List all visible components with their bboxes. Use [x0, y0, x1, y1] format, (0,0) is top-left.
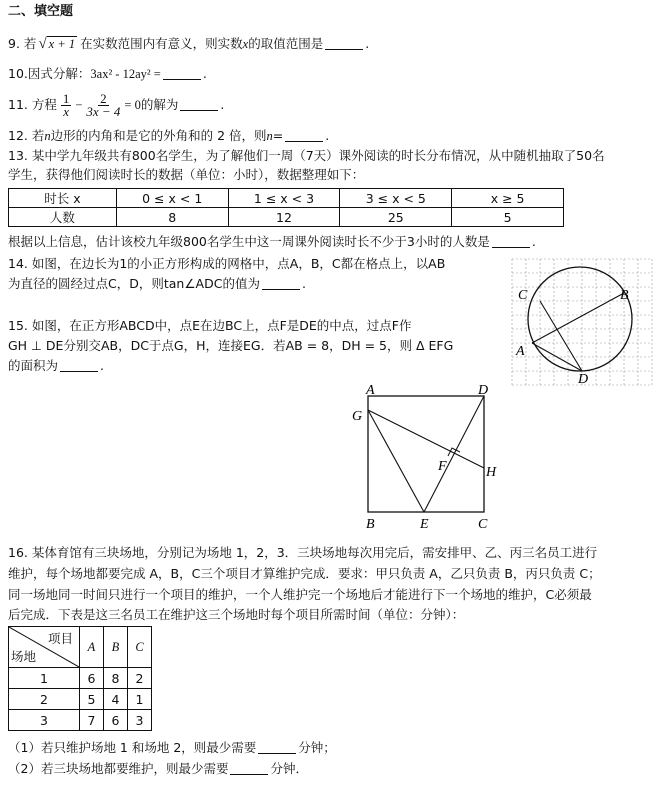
q9-end: .	[365, 36, 370, 51]
q16-sub2-pre: （2）若三块场地都要维护，则最少需要	[8, 761, 229, 776]
table-cell: 人数	[9, 208, 117, 227]
q16-line3: 同一场地同一时间只进行一个项目的维护，一个人维护完一个场地后才能进行下一个场地的维护，C必须最	[8, 587, 592, 602]
q13-after-text: 根据以上信息，估计该校九年级800名学生中这一周课外阅读时长不少于3小时的人数是	[8, 234, 490, 249]
q14-line2-text: 为直径的圆经过点C，D，则tan∠ADC的值为	[8, 276, 260, 291]
table-col-header: B	[104, 627, 128, 668]
table-cell: 1	[128, 689, 152, 710]
table-cell: 1 ≤ x < 3	[228, 189, 340, 208]
segment-ge	[368, 410, 424, 512]
segment-cd	[540, 301, 582, 371]
fraction-1: $\frac{1}{x}$	[62, 91, 70, 119]
q14-line2	[8, 276, 306, 292]
table-cell: 时长 x	[9, 189, 117, 208]
corner-bottom-label: 场地	[11, 649, 37, 664]
label-e: E	[420, 517, 429, 532]
table-cell: 2	[9, 689, 80, 710]
q9-number: 9.	[8, 36, 20, 51]
circle	[528, 267, 632, 371]
q14-end: .	[301, 276, 306, 291]
q13-answer-blank[interactable]	[492, 235, 530, 248]
label-f: F	[438, 459, 447, 474]
table-cell: 8	[116, 208, 228, 227]
table-cell: 4	[104, 689, 128, 710]
q14-grid-figure	[510, 255, 655, 388]
fraction-2: $\frac{2}{3x - 4}$	[86, 91, 121, 119]
table-cell: 1	[9, 668, 80, 689]
question-9	[8, 36, 369, 52]
table-cell: 12	[228, 208, 340, 227]
q9-pre: 若	[23, 36, 37, 51]
label-g: G	[352, 409, 363, 424]
q16-sub2	[8, 761, 308, 777]
table-row	[9, 689, 152, 710]
question-10	[8, 66, 207, 82]
q16-line2: 维护，每个场地都要完成 A，B，C三个项目才算维护完成．要求：甲只负责 A，乙只负责 B，丙只负责 C；	[8, 566, 601, 581]
q16-sub2-post: 分钟．	[270, 761, 308, 776]
q12-var: n	[44, 129, 51, 143]
table-row	[9, 668, 152, 689]
q12-pre: 12. 若	[8, 128, 45, 143]
table-cell: 25	[340, 208, 452, 227]
label-d: D	[578, 372, 589, 387]
section-title: 二、填空题	[8, 4, 74, 19]
q16-sub1-pre: （1）若只维护场地 1 和场地 2，则最少需要	[8, 740, 257, 755]
q15-line2: GH ⊥ DE分别交AB，DC于点G，H，连接EG．若AB = 8，DH = 5，则 Δ EFG	[8, 338, 454, 353]
table-cell: 6	[104, 710, 128, 731]
table-cell: 2	[128, 668, 152, 689]
table-cell: x ≥ 5	[452, 189, 564, 208]
grid-lines	[512, 259, 652, 385]
q14-answer-blank[interactable]	[262, 277, 300, 290]
q9-mid: 在实数范围内有意义，则实数	[80, 36, 243, 51]
sqrt-radicand: x + 1	[48, 37, 76, 51]
label-a: A	[366, 383, 375, 398]
label-a: A	[516, 344, 525, 359]
q13-end: .	[531, 234, 536, 249]
q10-text: 10.因式分解：	[8, 66, 91, 81]
q11-pre: 11. 方程	[8, 97, 57, 112]
segment-gh	[368, 410, 484, 468]
label-b: B	[366, 517, 375, 532]
q10-expression: 3ax² - 12ay² =	[90, 67, 161, 81]
q15-line3-text: 的面积为	[8, 358, 59, 373]
q14-line1: 14. 如图，在边长为1的小正方形构成的网格中，点A，B，C都在格点上，以AB	[8, 256, 446, 271]
q10-answer-blank[interactable]	[163, 67, 201, 80]
q9-post: 的取值范围是	[248, 36, 324, 51]
q16-sub1	[8, 740, 336, 756]
q13-table	[8, 188, 564, 227]
table-cell: 3 ≤ x < 5	[340, 189, 452, 208]
q9-var: x	[242, 37, 249, 51]
table-cell: 0 ≤ x < 1	[116, 189, 228, 208]
question-11	[8, 90, 224, 120]
corner-top-label: 项目	[47, 631, 73, 646]
q13-after	[8, 234, 536, 250]
table-cell: 5	[80, 689, 104, 710]
segment-de	[424, 396, 484, 512]
q15-line3	[8, 358, 104, 374]
q16-table	[8, 626, 152, 731]
table-cell: 3	[9, 710, 80, 731]
table-cell: 3	[128, 710, 152, 731]
q11-answer-blank[interactable]	[180, 98, 218, 111]
label-d: D	[478, 383, 489, 398]
label-c: C	[478, 517, 488, 532]
q11-equals: = 0	[124, 98, 141, 112]
question-12	[8, 128, 329, 144]
label-h: H	[486, 465, 497, 480]
q12-var2: n	[266, 129, 273, 143]
q13-line1: 13. 某中学九年级共有800名学生，为了解他们一周（7天）课外阅读的时长分布情况，从中随机抽取了50名	[8, 148, 605, 163]
table-row	[9, 208, 564, 227]
q12-mid: 边形的内角和是它的外角和的 2 倍，则	[50, 128, 267, 143]
q10-end: .	[202, 66, 207, 81]
table-header-row	[9, 627, 152, 668]
q16-line4: 后完成．下表是这三名员工在维护这三个场地时每个项目所需时间（单位：分钟）：	[8, 607, 465, 622]
q16-sub2-blank[interactable]	[230, 762, 268, 775]
segment-ad	[532, 343, 582, 371]
table-header-row	[9, 189, 564, 208]
q15-line1: 15. 如图，在正方形ABCD中，点E在边BC上，点F是DE的中点，过点F作	[8, 318, 412, 333]
q12-post: =	[272, 128, 284, 143]
sqrt-expression: √ x + 1	[38, 36, 76, 52]
q11-end: .	[220, 97, 225, 112]
table-cell: 5	[452, 208, 564, 227]
q15-square-figure	[340, 380, 510, 535]
q11-post: 的解为	[140, 97, 179, 112]
q15-end: .	[100, 358, 104, 373]
q16-sub1-blank[interactable]	[258, 741, 296, 754]
table-cell: 8	[104, 668, 128, 689]
q11-minus: −	[75, 98, 83, 112]
table-row	[9, 710, 152, 731]
corner-cell	[9, 627, 80, 668]
q12-end: .	[325, 128, 330, 143]
q9-answer-blank[interactable]	[325, 37, 363, 50]
square-abcd	[368, 396, 484, 512]
q16-line1: 16. 某体育馆有三块场地，分别记为场地 1，2，3．三块场地每次用完后，需安排甲、乙、丙三名员工进行	[8, 545, 598, 560]
label-c: C	[518, 288, 528, 303]
q12-answer-blank[interactable]	[285, 129, 323, 142]
table-cell: 6	[80, 668, 104, 689]
table-cell: 7	[80, 710, 104, 731]
q13-line2: 学生，获得他们阅读时长的数据（单位：小时），数据整理如下：	[8, 167, 365, 182]
table-col-header: C	[128, 627, 152, 668]
table-col-header: A	[80, 627, 104, 668]
label-b: B	[620, 288, 629, 303]
q15-answer-blank[interactable]	[60, 359, 98, 372]
q16-sub1-post: 分钟；	[298, 740, 336, 755]
